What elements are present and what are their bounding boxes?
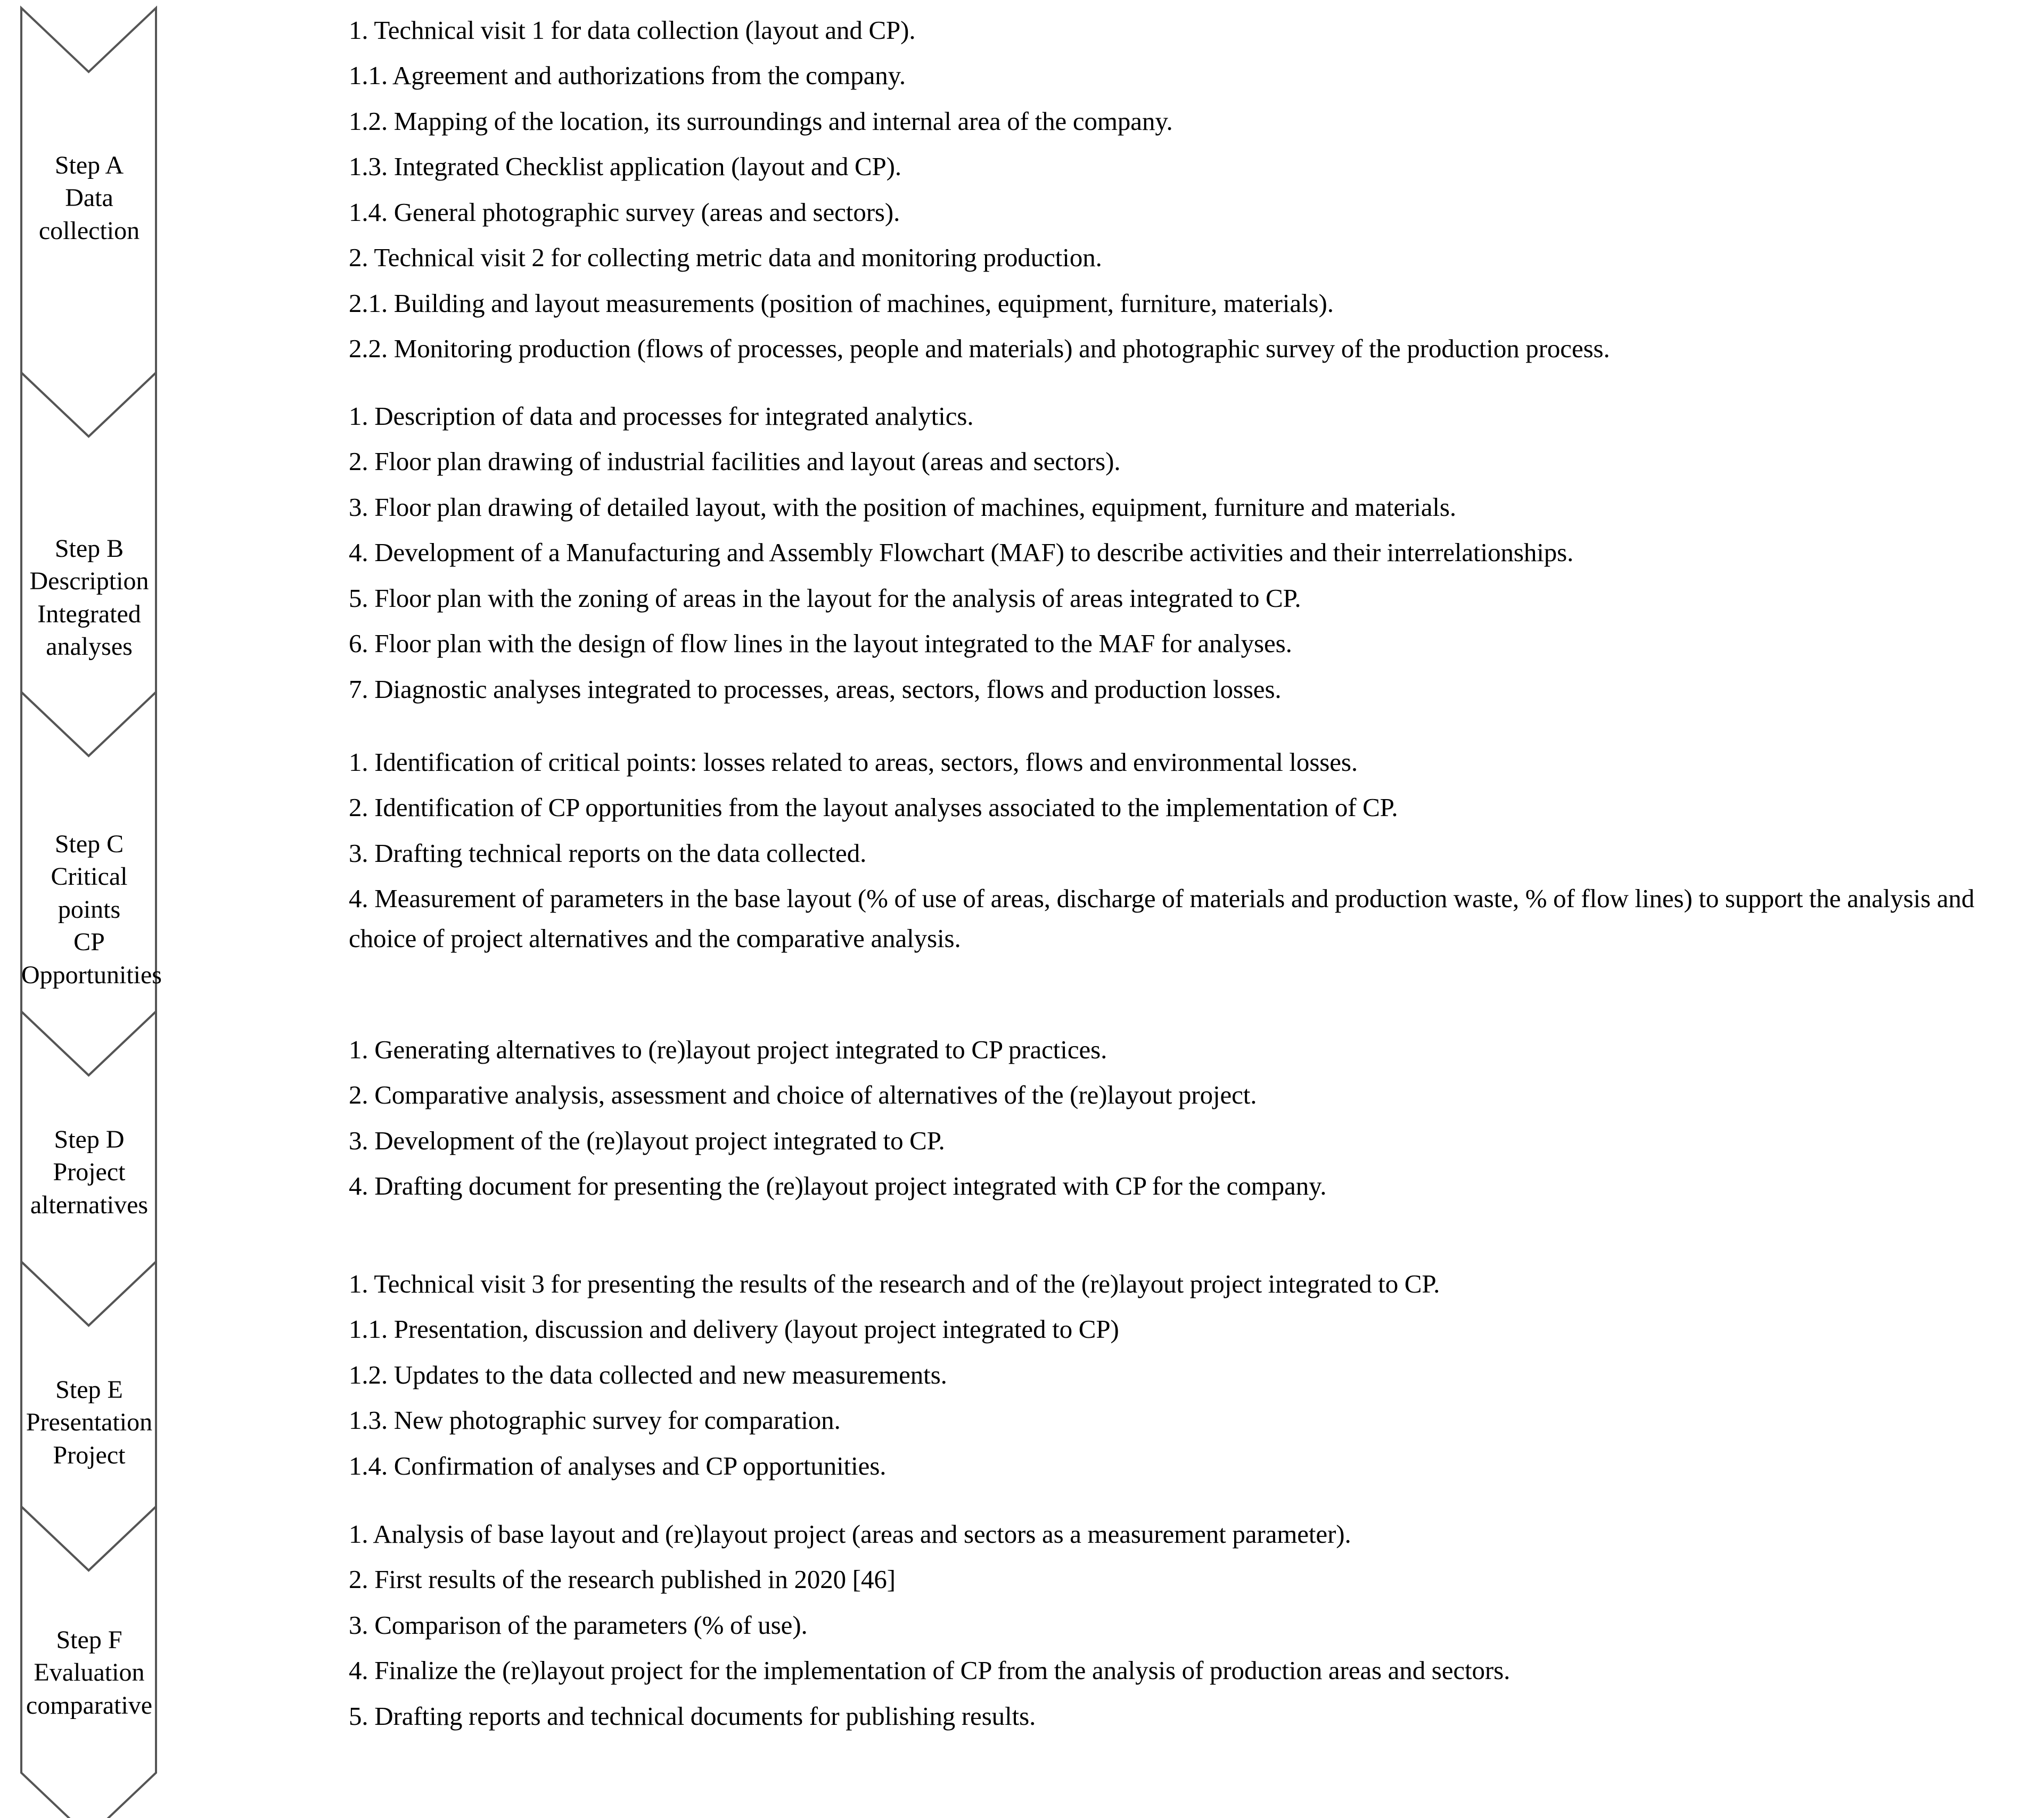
- step-item: 1.4. General photographic survey (areas and sectors).: [349, 197, 900, 227]
- step-label-line: collection: [38, 216, 140, 245]
- step-label-line: Critical points: [51, 862, 128, 924]
- step-item: 1. Analysis of base layout and (re)layout project (areas and sectors as a measurement parameter).: [349, 1519, 1351, 1549]
- step-item: 6. Floor plan with the design of flow lines in the layout integrated to the MAF for analyses.: [349, 629, 1292, 659]
- step-label-c: [21, 828, 162, 991]
- step-item: 3. Drafting technical reports on the data collected.: [349, 838, 867, 868]
- step-label-line: Step F: [56, 1626, 122, 1654]
- step-item: 1. Technical visit 1 for data collection (layout and CP).: [349, 15, 916, 45]
- step-label-line: Integrated: [37, 599, 141, 628]
- step-item: 1.3. New photographic survey for comparation.: [349, 1405, 841, 1435]
- step-item: 3. Comparison of the parameters (% of use).: [349, 1610, 808, 1640]
- step-item: 2. Floor plan drawing of industrial facilities and layout (areas and sectors).: [349, 447, 1121, 476]
- step-label-line: Description: [29, 567, 149, 596]
- step-label-line: Evaluation: [34, 1658, 145, 1687]
- step-label-line: Step B: [54, 534, 124, 563]
- step-label-f: [21, 1624, 157, 1722]
- step-item: 1.2. Mapping of the location, its surroundings and internal area of the company.: [349, 106, 1173, 136]
- step-item: 7. Diagnostic analyses integrated to processes, areas, sectors, flows and production losses.: [349, 674, 1282, 704]
- step-item: 2. Identification of CP opportunities from the layout analyses associated to the implementation of CP.: [349, 793, 1398, 822]
- step-item: 2.2. Monitoring production (flows of processes, people and materials) and photographic survey of the production process.: [349, 334, 1610, 364]
- step-label-d: [21, 1123, 157, 1221]
- step-label-line: Step E: [55, 1376, 123, 1404]
- step-item: 2. Technical visit 2 for collecting metric data and monitoring production.: [349, 243, 1102, 273]
- step-label-line: analyses: [46, 632, 133, 661]
- step-item: 2. First results of the research published in 2020 [46]: [349, 1565, 896, 1594]
- step-label-line: Presentation: [26, 1408, 153, 1437]
- step-item: 2. Comparative analysis, assessment and choice of alternatives of the (re)layout project.: [349, 1080, 1257, 1110]
- step-items-d: [349, 1030, 2042, 1206]
- step-item: 1. Technical visit 3 for presenting the results of the research and of the (re)layout project integrated to CP.: [349, 1269, 1440, 1298]
- step-label-line: alternatives: [30, 1190, 149, 1219]
- step-item: 3. Development of the (re)layout project integrated to CP.: [349, 1125, 945, 1155]
- step-label-line: Opportunities: [21, 960, 162, 989]
- step-label-line: Project: [53, 1158, 126, 1187]
- step-item: 5. Floor plan with the zoning of areas in the layout for the analysis of areas integrated to CP.: [349, 583, 1301, 613]
- step-label-line: Step D: [54, 1125, 125, 1154]
- step-label-line: comparative: [26, 1691, 153, 1720]
- step-label-line: Project: [53, 1441, 126, 1469]
- step-items-c: [349, 743, 2042, 958]
- step-item: 3. Floor plan drawing of detailed layout, with the position of machines, equipment, furniture and materials.: [349, 492, 1457, 522]
- step-item: 4. Finalize the (re)layout project for the implementation of CP from the analysis of production areas and sectors.: [349, 1656, 1511, 1685]
- step-label-b: [21, 532, 157, 663]
- step-item: 4. Drafting document for presenting the (re)layout project integrated with CP for the company.: [349, 1171, 1327, 1201]
- step-label-a: [21, 149, 157, 247]
- step-item: 2.1. Building and layout measurements (position of machines, equipment, furniture, materials).: [349, 288, 1334, 318]
- step-item: 1.4. Confirmation of analyses and CP opportunities.: [349, 1451, 886, 1480]
- step-items-f: [349, 1515, 2042, 1736]
- step-items-a: [349, 11, 2042, 369]
- step-item: 4. Development of a Manufacturing and Assembly Flowchart (MAF) to describe activities and their interrelationships.: [349, 538, 1574, 567]
- step-item: 1.1. Presentation, discussion and delivery (layout project integrated to CP): [349, 1314, 1119, 1344]
- step-item: 1. Identification of critical points: losses related to areas, sectors, flows and environmental losses.: [349, 747, 1358, 777]
- step-label-line: CP: [73, 928, 105, 957]
- step-label-line: Step A: [54, 151, 124, 179]
- step-label-line: Step C: [54, 830, 124, 858]
- step-items-b: [349, 397, 2042, 709]
- step-label-line: Data: [65, 184, 113, 212]
- step-item: 1.1. Agreement and authorizations from the company.: [349, 61, 906, 91]
- step-item: 1. Description of data and processes for integrated analytics.: [349, 401, 974, 431]
- step-item: 4. Measurement of parameters in the base layout (% of use of areas, discharge of materials and production waste, % of flow lines) to support the analysis and choice of project alternatives and the comparative analysis.: [349, 884, 1975, 953]
- step-item: 1. Generating alternatives to (re)layout project integrated to CP practices.: [349, 1035, 1107, 1064]
- step-items-e: [349, 1264, 2042, 1486]
- step-item: 5. Drafting reports and technical documents for publishing results.: [349, 1701, 1036, 1731]
- step-item: 1.3. Integrated Checklist application (layout and CP).: [349, 152, 902, 182]
- step-item: 1.2. Updates to the data collected and new measurements.: [349, 1360, 947, 1389]
- step-label-e: [21, 1373, 157, 1471]
